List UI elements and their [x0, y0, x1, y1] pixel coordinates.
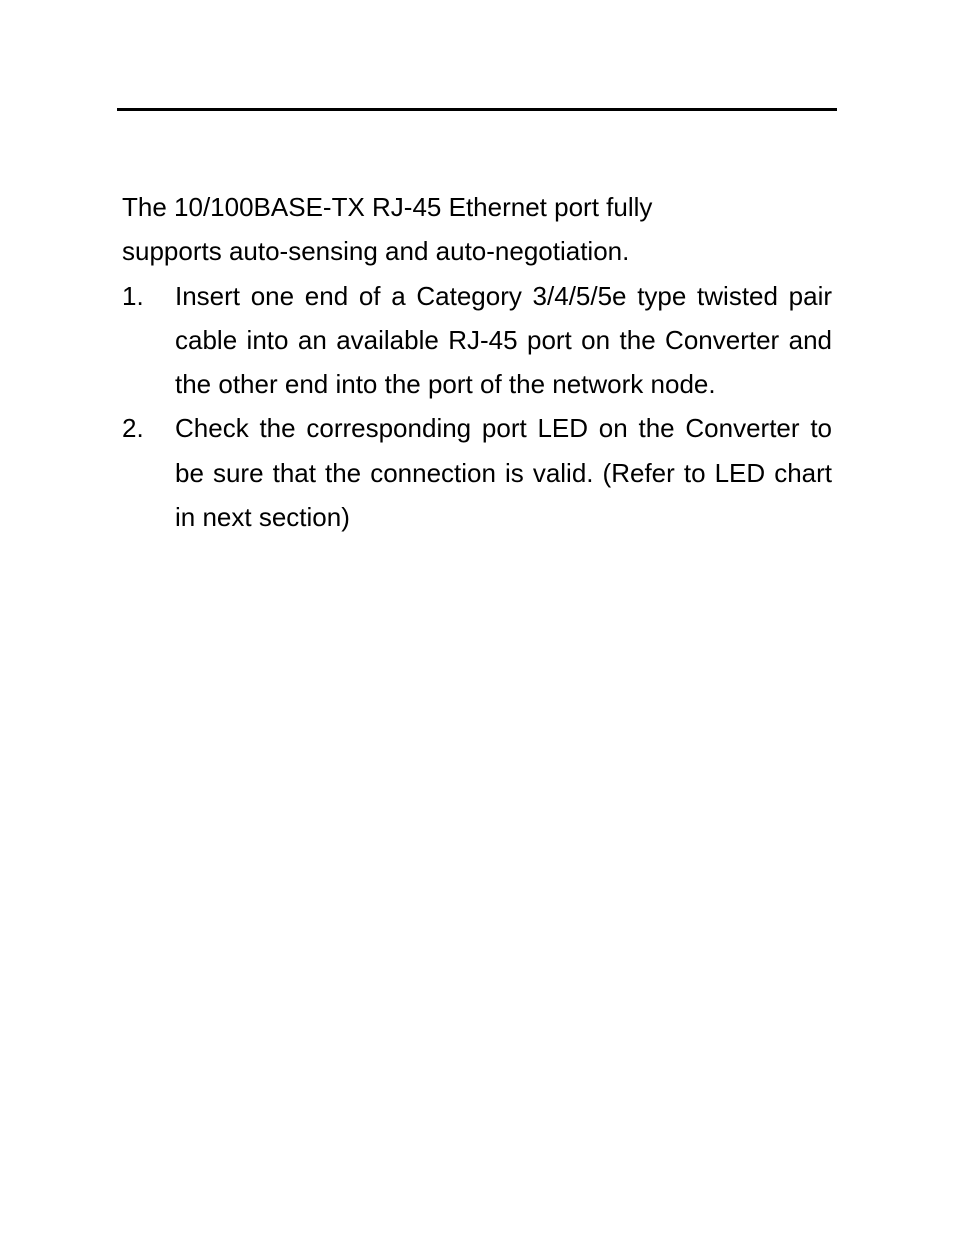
top-rule: [117, 108, 837, 111]
list-item: [122, 406, 832, 539]
step-text: Check the corresponding port LED on the Converter to be sure that the connection is valid. (Refer to LED chart in next section): [175, 413, 832, 533]
step-text: Insert one end of a Category 3/4/5/5e type twisted pair cable into an available RJ-45 port on the Converter and the other end into the port of the network node.: [175, 280, 832, 400]
intro-line-1: The 10/100BASE-TX RJ-45 Ethernet port fully: [122, 192, 653, 222]
step-number: 2.: [122, 413, 144, 444]
list-item: [122, 274, 832, 407]
step-number: 1.: [122, 280, 144, 311]
steps-list: [122, 274, 832, 540]
page-body: [122, 185, 832, 539]
intro-paragraph: [122, 185, 832, 274]
intro-line-2: supports auto-sensing and auto-negotiation.: [122, 236, 630, 267]
